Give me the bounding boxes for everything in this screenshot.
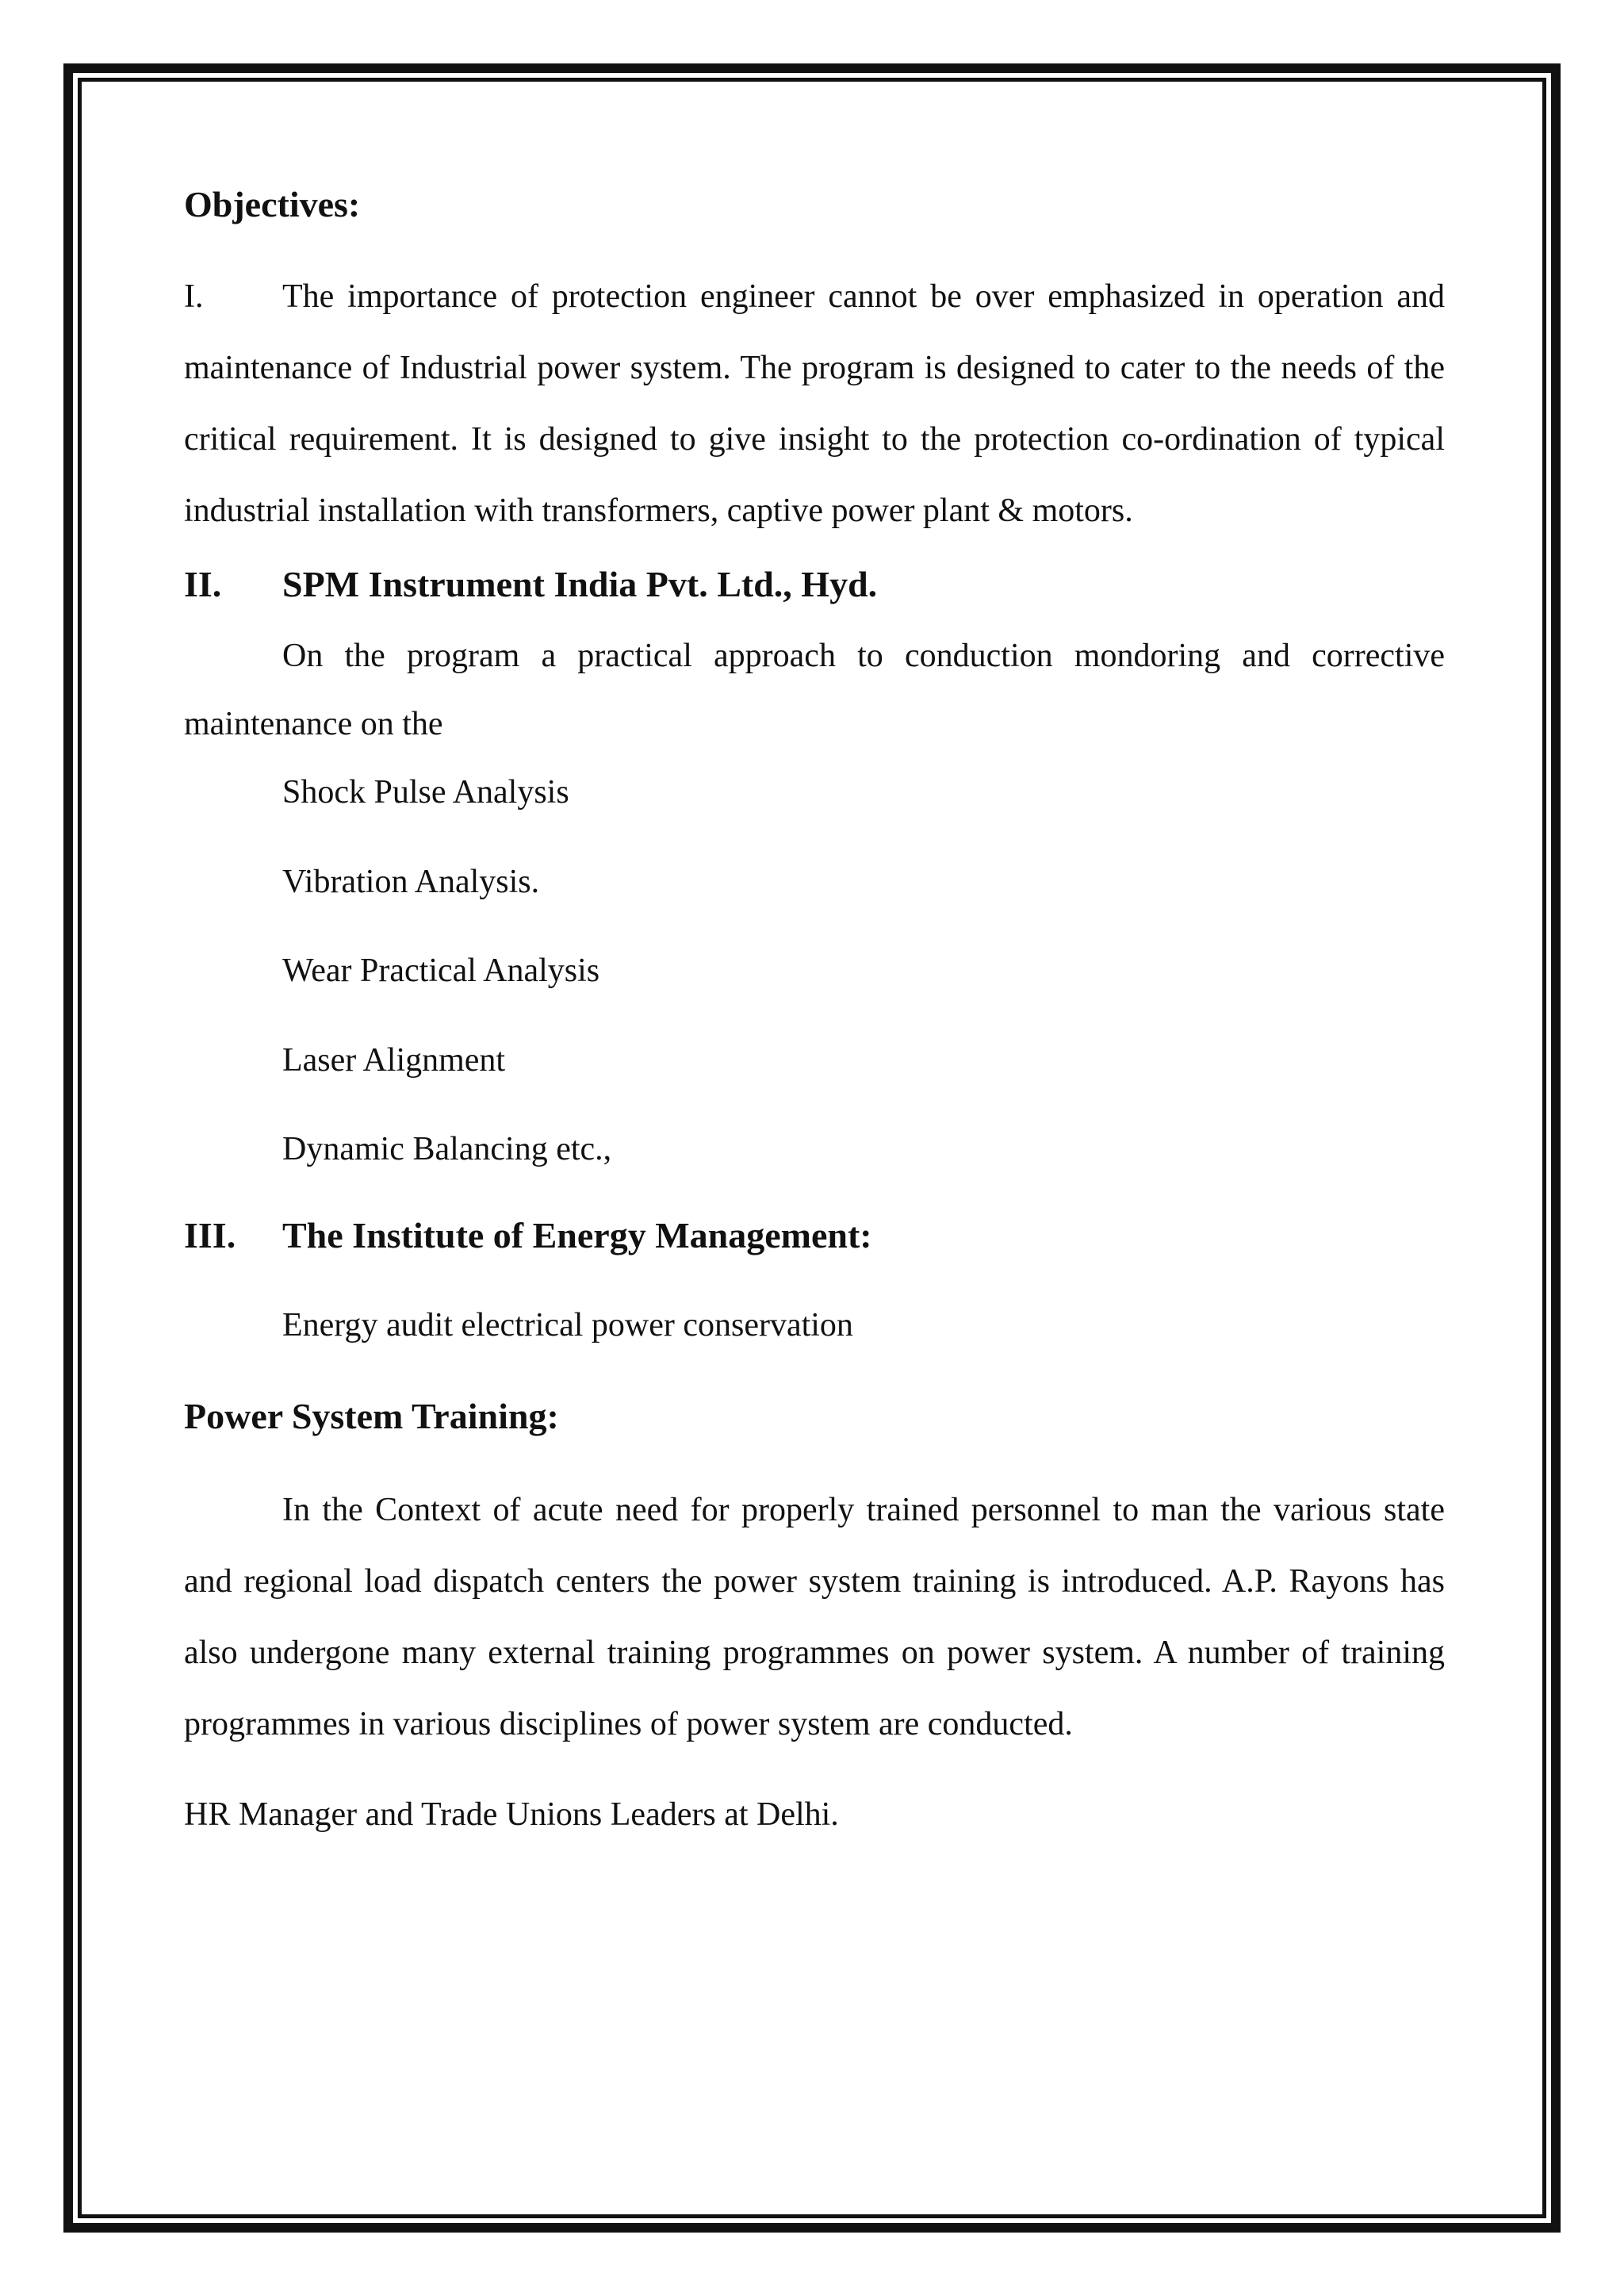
section-2-intro: On the program a practical approach to conduction mondoring and corrective maintenance on the — [184, 638, 1445, 743]
objective-item-1-text: The importance of protection engineer cannot be over emphasized in operation and maintenance of Industrial power system. The program is designed to cater to the needs of the critical requirement. It is designed to give insight to the protection co-ordination of typical industrial installation with transformers, captive power plant & motors. — [184, 278, 1445, 530]
list-item: Laser Alignment — [282, 1041, 506, 1079]
document-body — [184, 182, 1445, 1834]
list-item: Dynamic Balancing etc., — [282, 1130, 612, 1167]
power-training-text: In the Context of acute need for properly trained personnel to man the various state and regional load dispatch centers the power system training is introduced. A.P. Rayons has also undergone many external training programmes on power system. A number of training programmes in various disciplines of power system are conducted. — [184, 1492, 1445, 1743]
section-2-title: SPM Instrument India Pvt. Ltd., Hyd. — [282, 564, 878, 605]
section-2-list — [184, 772, 1445, 1169]
power-training-closing: HR Manager and Trade Unions Leaders at Delhi. — [184, 1796, 839, 1834]
section-3-number: III. — [184, 1215, 236, 1256]
list-item: Vibration Analysis. — [282, 863, 540, 900]
section-2-heading — [184, 562, 1445, 606]
power-training-heading: Power System Training: — [184, 1395, 559, 1436]
list-item: Wear Practical Analysis — [282, 953, 600, 990]
section-3-title: The Institute of Energy Management: — [282, 1215, 872, 1256]
section-3-text: Energy audit electrical power conservation — [282, 1306, 853, 1343]
objective-item-1 — [184, 261, 1445, 546]
objective-item-1-number: I. — [184, 278, 204, 316]
list-item: Shock Pulse Analysis — [282, 774, 569, 811]
objectives-heading: Objectives: — [184, 184, 361, 224]
section-3-heading — [184, 1213, 1445, 1257]
section-2-number: II. — [184, 564, 222, 605]
